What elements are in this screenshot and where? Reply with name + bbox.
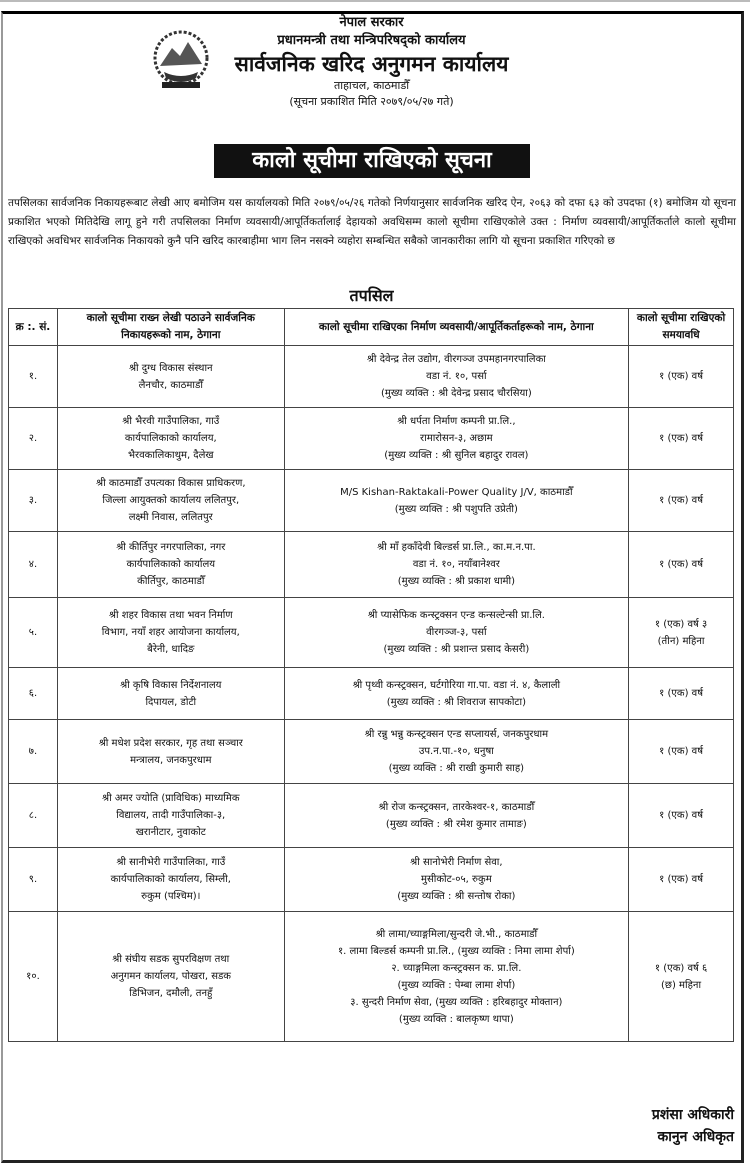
cell-sn: ६. xyxy=(9,668,58,720)
cell-public-body: श्री संघीय सडक सुपरविक्षण तथा अनुगमन कार्यालय, पोखरा, सडक डिभिजन, दमौली, तनहुँ xyxy=(57,912,284,1042)
cell-sn: ९. xyxy=(9,848,58,912)
table-row xyxy=(9,532,734,598)
cell-period: १ (एक) वर्ष xyxy=(629,408,734,470)
cell-period: १ (एक) वर्ष xyxy=(629,720,734,784)
cell-public-body: श्री भैरवी गाउँपालिका, गाउँ कार्यपालिकाको कार्यालय, भैरवकालिकाथुम, दैलेख xyxy=(57,408,284,470)
table-row xyxy=(9,470,734,532)
table-row xyxy=(9,598,734,668)
published-date: (सूचना प्रकाशित मिति २०७९/०५/२७ गते) xyxy=(289,95,454,108)
office-address: ताहाचल, काठमाडौँ xyxy=(333,79,410,92)
cell-public-body: श्री शहर विकास तथा भवन निर्माण विभाग, नयाँ शहर आयोजना कार्यालय, बैरेनी, धादिङ xyxy=(57,598,284,668)
cell-period: १ (एक) वर्ष xyxy=(629,346,734,408)
signature-block xyxy=(652,1104,734,1148)
cell-sn: २. xyxy=(9,408,58,470)
table-row xyxy=(9,408,734,470)
cell-vendor: श्री देवेन्द्र तेल उद्योग, वीरगञ्ज उपमहानगरपालिका वडा नं. १०, पर्सा (मुख्य व्यक्ति : श्री देवेन्द्र प्रसाद चौरसिया) xyxy=(284,346,628,408)
col-header-period: कालो सूचीमा राखिएको समयावधि xyxy=(629,309,734,346)
cell-vendor: श्री लामा/च्याङ्गमिला/सुन्दरी जे.भी., काठमाडौँ १. लामा बिल्डर्स कम्पनी प्रा.लि., (मुख्य व्यक्ति : निमा लामा शेर्पा) २. च्याङ्गमिला कन्स्ट्रक्सन क. प्रा.लि. (मुख्य व्यक्ति : पेम्बा लामा शेर्पा) ३. सुन्दरी निर्माण सेवा, (मुख्य व्यक्ति : हरिबहादुर मोक्तान) (मुख्य व्यक्ति : बालकृष्ण थापा) xyxy=(284,912,628,1042)
cell-period: १ (एक) वर्ष xyxy=(629,784,734,848)
cell-period: १ (एक) वर्ष xyxy=(629,532,734,598)
cell-vendor: श्री सानोभेरी निर्माण सेवा, मुसीकोट-०५, रुकुम (मुख्य व्यक्ति : श्री सन्तोष रोका) xyxy=(284,848,628,912)
cell-period: १ (एक) वर्ष ३ (तीन) महिना xyxy=(629,598,734,668)
cell-sn: ८. xyxy=(9,784,58,848)
cell-vendor: श्री माँ हकाँदेवी बिल्डर्स प्रा.लि., का.म.न.पा. वडा नं. १०, नयाँबानेश्वर (मुख्य व्यक्ति : श्री प्रकाश धामी) xyxy=(284,532,628,598)
table-row xyxy=(9,668,734,720)
blacklist-table xyxy=(8,308,734,1042)
government-name: नेपाल सरकार xyxy=(339,15,404,30)
top-rule xyxy=(0,0,750,2)
cell-sn: ५. xyxy=(9,598,58,668)
cell-vendor: श्री पृथ्वी कन्स्ट्रक्सन, घर्टगोरिया गा.पा. वडा नं. ४, कैलाली (मुख्य व्यक्ति : श्री शिवराज सापकोटा) xyxy=(284,668,628,720)
col-header-public-body: कालो सूचीमा राख्न लेखी पठाउने सार्वजनिक निकायहरूको नाम, ठेगाना xyxy=(57,309,284,346)
cell-public-body: श्री दुग्ध विकास संस्थान लैनचौर, काठमाडौँ xyxy=(57,346,284,408)
table-row xyxy=(9,912,734,1042)
cell-public-body: श्री सानीभेरी गाउँपालिका, गाउँ कार्यपालिकाको कार्यालय, सिम्ली, रुकुम (पश्चिम)। xyxy=(57,848,284,912)
cell-sn: ७. xyxy=(9,720,58,784)
intro-paragraph: तपसिलका सार्वजनिक निकायहरूबाट लेखी आए बमोजिम यस कार्यालयको मिति २०७९/०५/२६ गतेको निर्णयानुसार सार्वजनिक खरिद ऐन, २०६३ को दफा ६३ को उपदफा (१) बमोजिम यो सूचना प्रकाशित भएको मितिदेखि लागू हुने गरी तपसिलका निर्माण व्यवसायी/आपूर्तिकर्तालाई देहायको अवधिसम्म कालो सूचीमा राखिएकोले उक्त : निर्माण व्यवसायी/आपूर्तिकर्ताले कालो सूचीमा राखिएको अवधिभर सार्वजनिक निकायको कुनै पनि खरिद कारबाहीमा भाग लिन नसक्ने व्यहोरा सम्बन्धित सबैको जानकारीका लागि यो सूचना प्रकाशित गरिएको छ xyxy=(8,197,736,247)
cell-public-body: श्री मधेश प्रदेश सरकार, गृह तथा सञ्चार मन्त्रालय, जनकपुरधाम xyxy=(57,720,284,784)
table-row xyxy=(9,784,734,848)
cell-public-body: श्री कृषि विकास निर्देशनालय दिपायल, डोटी xyxy=(57,668,284,720)
cell-period: १ (एक) वर्ष xyxy=(629,848,734,912)
signatory-title: कानुन अधिकृत xyxy=(657,1129,734,1145)
col-header-sn: क्र :. सं. xyxy=(9,309,58,346)
cell-vendor: श्री रन्नु भन्नु कन्स्ट्रक्सन एन्ड सप्लायर्स, जनकपुरधाम उप.न.पा.-१०, धनुषा (मुख्य व्यक्ति : श्री राखी कुमारी साह) xyxy=(284,720,628,784)
cell-public-body: श्री कीर्तिपुर नगरपालिका, नगर कार्यपालिकाको कार्यालय कीर्तिपुर, काठमाडौँ xyxy=(57,532,284,598)
cell-period: १ (एक) वर्ष xyxy=(629,470,734,532)
table-row xyxy=(9,346,734,408)
table-row xyxy=(9,848,734,912)
cell-sn: १०. xyxy=(9,912,58,1042)
cell-vendor: श्री धर्पता निर्माण कम्पनी प्रा.लि., रामारोसन-३, अछाम (मुख्य व्यक्ति : श्री सुनिल बहादुर रावल) xyxy=(284,408,628,470)
col-header-vendor: कालो सूचीमा राखिएका निर्माण व्यवसायी/आपूर्तिकर्ताहरूको नाम, ठेगाना xyxy=(284,309,628,346)
cell-public-body: श्री काठमाडौँ उपत्यका विकास प्राधिकरण, जिल्ला आयुक्तको कार्यालय ललितपुर, लक्ष्मी निवास, ललितपुर xyxy=(57,470,284,532)
letterhead xyxy=(0,14,743,110)
cell-sn: ३. xyxy=(9,470,58,532)
cell-period: १ (एक) वर्ष ६ (छ) महिना xyxy=(629,912,734,1042)
cell-vendor: श्री रोज कन्स्ट्रक्सन, तारकेश्वर-१, काठमाडौँ (मुख्य व्यक्ति : श्री रमेश कुमार तामाङ) xyxy=(284,784,628,848)
ministry-name: प्रधानमन्त्री तथा मन्त्रिपरिषद्को कार्यालय xyxy=(277,33,466,48)
office-name: सार्वजनिक खरिद अनुगमन कार्यालय xyxy=(234,52,509,76)
cell-period: १ (एक) वर्ष xyxy=(629,668,734,720)
notice-banner: कालो सूचीमा राखिएको सूचना xyxy=(214,144,530,178)
signatory-name: प्रशंसा अधिकारी xyxy=(651,1107,734,1123)
cell-vendor: M/S Kishan-Raktakali-Power Quality J/V, काठमाडौँ (मुख्य व्यक्ति : श्री पशुपति उप्रेती) xyxy=(284,470,628,532)
cell-sn: १. xyxy=(9,346,58,408)
annex-title: तपसिल xyxy=(349,286,394,305)
table-row xyxy=(9,720,734,784)
cell-sn: ४. xyxy=(9,532,58,598)
cell-vendor: श्री प्यासेफिक कन्स्ट्रक्सन एन्ड कन्सल्टेन्सी प्रा.लि. वीरगञ्ज-३, पर्सा (मुख्य व्यक्ति : श्री प्रशान्त प्रसाद केसरी) xyxy=(284,598,628,668)
table-header-row xyxy=(9,309,734,346)
cell-public-body: श्री अमर ज्योति (प्राविधिक) माध्यमिक विद्यालय, तादी गाउँपालिका-३, खरानीटार, नुवाकोट xyxy=(57,784,284,848)
